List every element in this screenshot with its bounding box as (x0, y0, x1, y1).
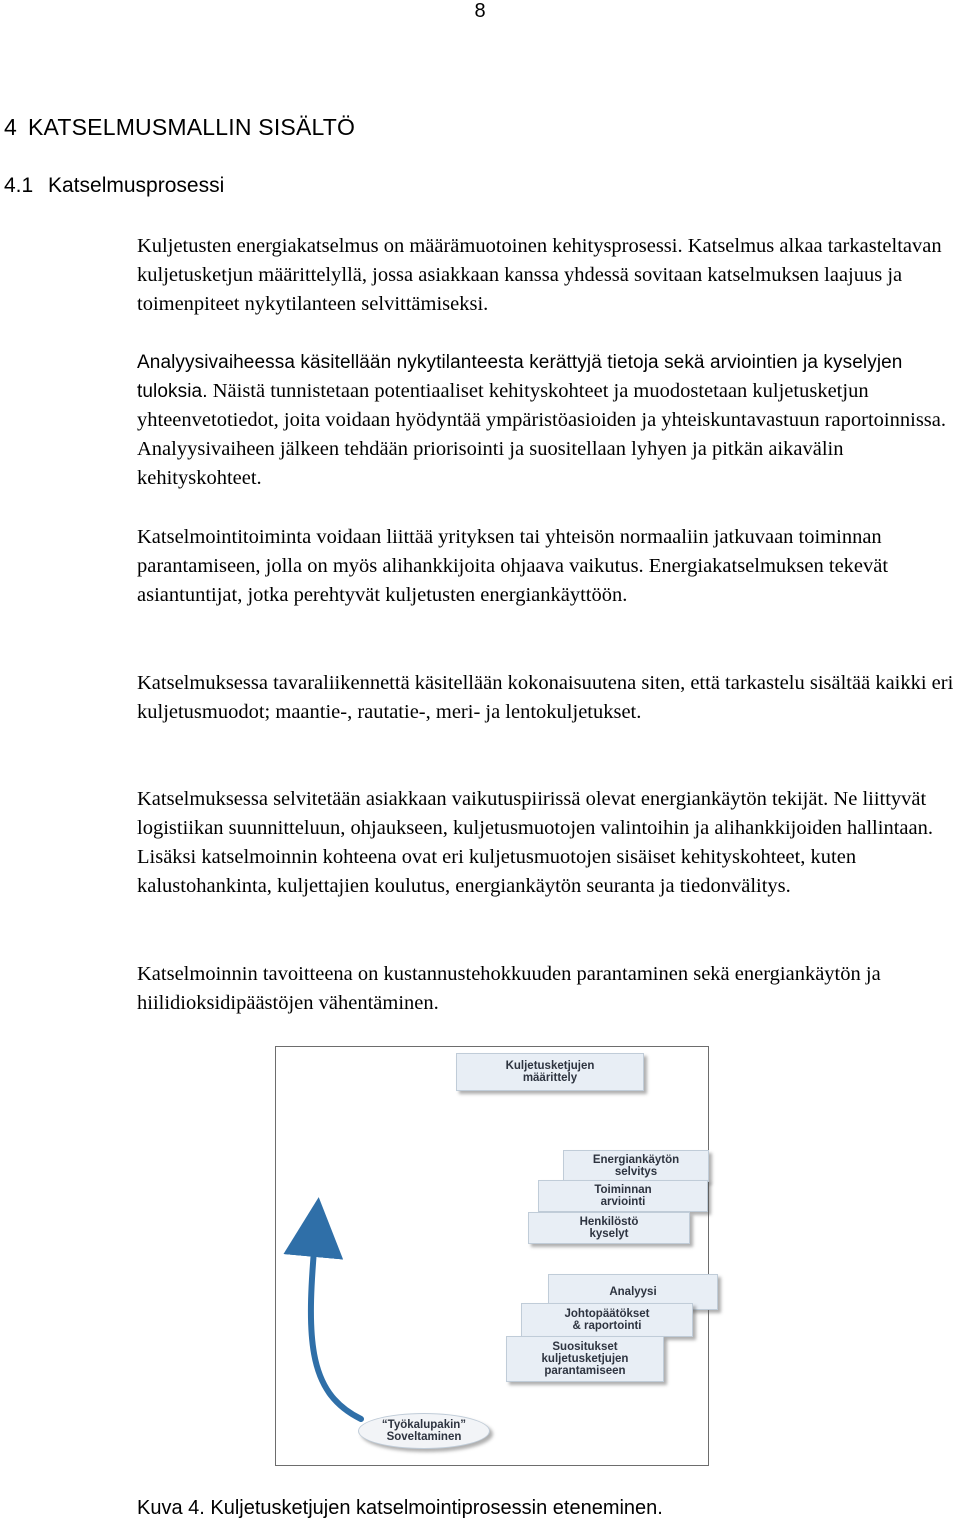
return-arrow (311, 1227, 361, 1419)
cycle-arrow-icon (276, 1047, 708, 1465)
box-analysis: Analyysi (548, 1274, 718, 1310)
paragraph-continuous: Katselmointitoiminta voidaan liittää yrityksen tai yhteisön normaaliin jatkuvaan toiminnan parantamiseen, jolla on myös alihankkijoita ohjaava vaikutus. Energiakatselmuksen tekevät asiantuntijat, jotka perehtyvät kuljetusten energiankäyttöön. (137, 526, 889, 606)
box-personnel-surveys: Henkilöstö kyselyt (528, 1212, 690, 1244)
subsection-heading (4, 174, 224, 198)
process-figure (275, 1046, 709, 1466)
section-heading (4, 114, 355, 141)
box-energy-survey: Energiankäytön selvitys (563, 1150, 709, 1182)
section-number: 4 (4, 114, 17, 140)
paragraph-factors: Katselmuksessa selvitetään asiakkaan vaikutuspiirissä olevat energiankäytön tekijät. Ne liittyvät logistiikan suunnitteluun, ohjaukseen, kuljetusmuotojen valintoihin ja alihankkijoiden hallintaan. Lisäksi katselmoinnin kohteena ovat eri kuljetusmuotojen sisäiset kehityskohteet, kuten kalustohankinta, kuljettajien koulutus, energiankäytön seuranta ja tiedonvälitys. (137, 788, 933, 897)
box-operation-assessment: Toiminnan arviointi (538, 1180, 708, 1212)
section-title: KATSELMUSMALLIN SISÄLTÖ (28, 114, 356, 140)
figure-caption: Kuva 4. Kuljetusketjujen katselmointiprosessin eteneminen. (137, 1497, 663, 1519)
subsection-number: 4.1 (4, 174, 34, 197)
box-recommendations: Suositukset kuljetusketjujen parantamiseen (506, 1336, 664, 1382)
box-conclusions-reporting: Johtopäätökset & raportointi (521, 1303, 693, 1337)
paragraph-analysis (137, 348, 957, 493)
subsection-title: Katselmusprosessi (48, 174, 225, 197)
paragraph-intro: Kuljetusten energiakatselmus on määrämuotoinen kehitysprosessi. Katselmus alkaa tarkasteltavan kuljetusketjun määrittelyllä, jossa asiakkaan kanssa yhdessä sovitaan katselmuksen laajuus ja toimenpiteet nykytilanteen selvittämiseksi. (137, 235, 942, 315)
paragraph-analysis-rest: Näistä tunnistetaan potentiaaliset kehityskohteet ja muodostetaan kuljetusketjun yhteenvetotiedot, joita voidaan hyödyntää ympäristöasioiden ja yhteiskuntavastuun raportoinnissa. Analyysivaiheen jälkeen tehdään priorisointi ja suositellaan lyhyen ja pitkän aikavälin kehityskohteet. (137, 380, 946, 489)
paragraph-goal: Katselmoinnin tavoitteena on kustannustehokkuuden parantaminen sekä energiankäytön ja hiilidioksidipäästöjen vähentäminen. (137, 963, 881, 1014)
page-number: 8 (474, 0, 486, 22)
box-chain-definition: Kuljetusketjujen määrittely (456, 1053, 644, 1091)
box-toolkit-application: “Työkalupakin” Soveltaminen (358, 1413, 490, 1449)
paragraph-analysis-start: Analyysivaiheessa käsitellään nykytilanteesta kerättyjä tietoja sekä arviointien ja kyselyjen tuloksia. (137, 352, 903, 402)
paragraph-freight: Katselmuksessa tavaraliikennettä käsitellään kokonaisuutena siten, että tarkastelu sisältää kaikki eri kuljetusmuodot; maantie-, rautatie-, meri- ja lentokuljetukset. (137, 672, 954, 723)
